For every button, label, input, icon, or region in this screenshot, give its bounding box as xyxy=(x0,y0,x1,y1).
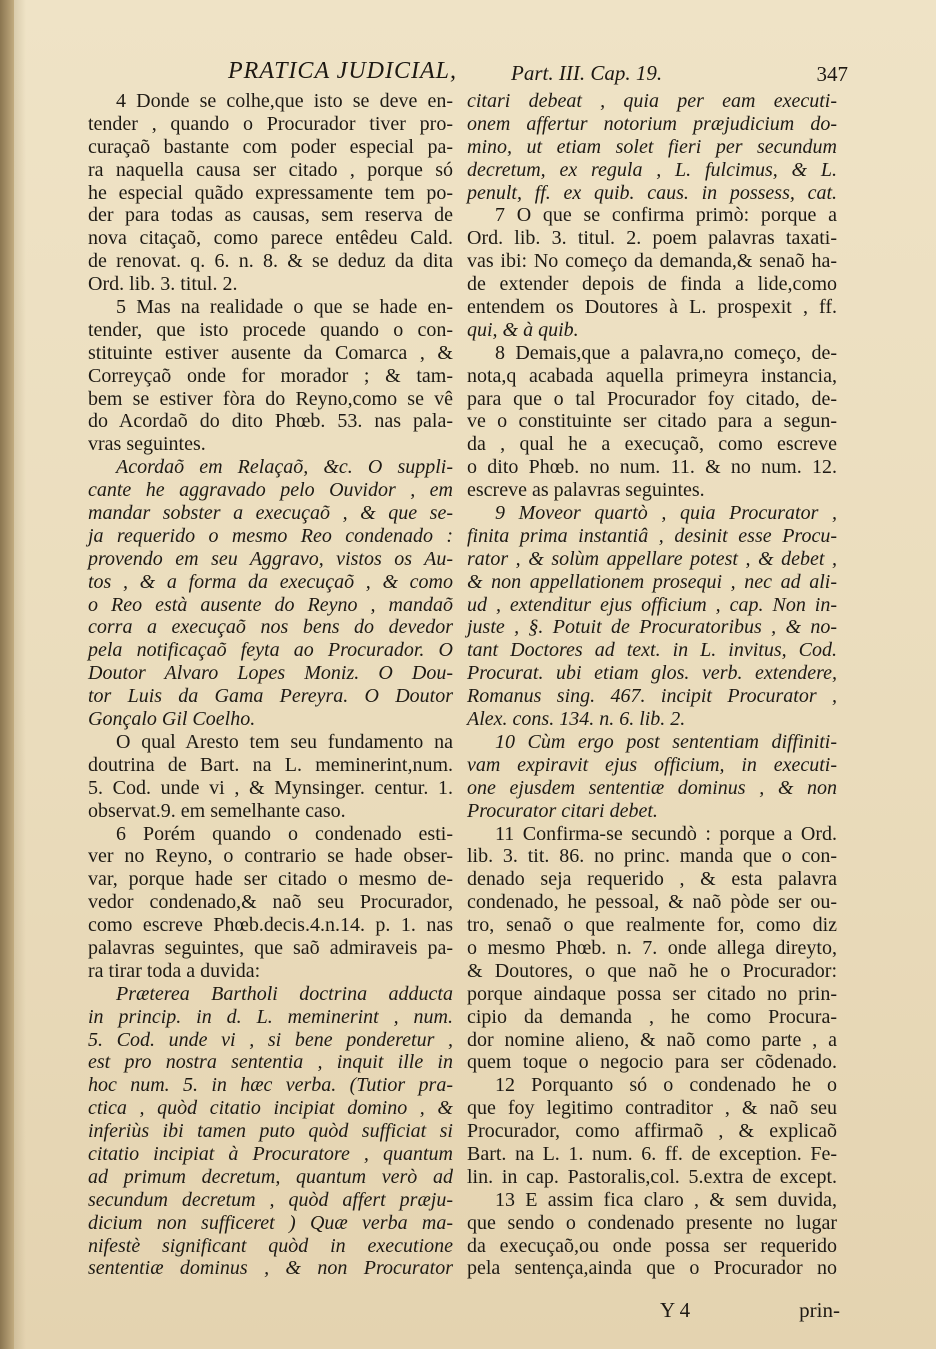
text-line: para que o tal Procurador foy citado, de- xyxy=(467,387,837,410)
page-header xyxy=(228,58,848,88)
text-line: O qual Aresto tem seu fundamento na xyxy=(116,730,453,753)
text-line: mandar sobster a execuçaõ , & que se- xyxy=(88,502,453,525)
text-line: ra naquella causa ser citado , porque só xyxy=(88,158,453,181)
text-line: Præterea Bartholi doctrina adducta xyxy=(116,982,453,1005)
text-line: dor nomine alieno, & naõ como parte , a xyxy=(467,1028,837,1051)
text-line: & non appellationem prosequi , nec ad ali- xyxy=(467,570,837,593)
text-line: doutrina de Bart. na L. meminerint,num. xyxy=(88,753,453,776)
text-line: 10 Cùm ergo post sententiam diffiniti- xyxy=(495,730,837,753)
text-line: var, porque hade ser citado o mesmo de- xyxy=(88,868,453,891)
text-line: do Acordaõ do dito Phœb. 53. nas pala- xyxy=(88,410,453,433)
right-text-column xyxy=(467,90,837,1280)
text-line: denado seja requerido , & esta palavra xyxy=(467,868,837,891)
text-line: entendem os Doutores à L. prospexit , ff. xyxy=(467,296,837,319)
text-line: ad primum decretum, quantum verò ad xyxy=(88,1165,453,1188)
text-line: o dito Phœb. no num. 11. & no num. 12. xyxy=(467,456,837,479)
text-line: vam expiravit ejus officium, in executi- xyxy=(467,753,837,776)
text-line: 4 Donde se colhe,que isto se deve en- xyxy=(116,90,453,112)
text-line: quem toque o negocio para ser cõdenado. xyxy=(467,1051,837,1074)
text-line: 13 E assim fica claro , & sem duvida, xyxy=(495,1188,837,1211)
text-line: est pro nostra sententia , inquit ille in xyxy=(88,1051,453,1074)
text-line: vras seguintes. xyxy=(88,433,206,456)
text-line: Correyçaõ onde for morador ; & tam- xyxy=(88,364,453,387)
page-gutter xyxy=(0,0,14,1349)
text-line: 5 Mas na realidade o que se hade en- xyxy=(116,296,453,319)
text-line: tant Doctores ad text. in L. invitus, Cod. xyxy=(467,639,837,662)
text-line: Procurat. ubi etiam glos. verb. extendere, xyxy=(467,662,837,685)
text-line: lib. 3. tit. 86. no princ. manda que o con- xyxy=(467,845,837,868)
text-line: 5. Cod. unde vi , & Mynsinger. centur. 1. xyxy=(88,776,453,799)
text-line: 5. Cod. unde vi , si bene ponderetur , xyxy=(88,1028,453,1051)
text-line: Bart. na L. 1. num. 6. ff. de exception. Fe- xyxy=(467,1142,837,1165)
left-text-column xyxy=(88,90,453,1280)
text-line: cipio da demanda , he como Procura- xyxy=(467,1005,837,1028)
text-line: vedor condenado,& naõ seu Procurador, xyxy=(88,891,453,914)
text-line: o mesmo Phœb. n. 7. onde allega direyto, xyxy=(467,936,837,959)
text-line: que foy legitimo contraditor , & naõ seu xyxy=(467,1097,837,1120)
text-line: Acordaõ em Relaçaõ, &c. O suppli- xyxy=(116,456,453,479)
text-line: ud , extenditur ejus officium , cap. Non in- xyxy=(467,593,837,616)
text-line: finita prima instantiâ , desinit esse Procu- xyxy=(467,524,837,547)
running-title: PRATICA JUDICIAL, xyxy=(228,58,457,84)
text-line: 11 Confirma-se secundò : porque a Ord. xyxy=(495,822,837,845)
text-line: 8 Demais,que a palavra,no começo, de- xyxy=(495,341,837,364)
page-footer xyxy=(660,1298,840,1328)
text-line: tor Luis da Gama Pereyra. O Doutor xyxy=(88,685,453,708)
text-line: nova citaçaõ, como parece entêdeu Cald. xyxy=(88,227,453,250)
text-line: he especial quãdo expressamente tem po- xyxy=(88,181,453,204)
text-line: juste , §. Potuit de Procuratoribus , & no- xyxy=(467,616,837,639)
text-line: ver no Reyno, o contrario se hade obser- xyxy=(88,845,453,868)
text-line: vas ibi: No começo da demanda,& senaõ ha- xyxy=(467,250,837,273)
text-line: der para todas as causas, sem reserva de xyxy=(88,204,453,227)
text-line: citatio incipiat à Procuratore , quantum xyxy=(88,1142,453,1165)
text-line: 9 Moveor quartò , quia Procurator , xyxy=(495,502,837,525)
text-line: o Reo està ausente do Reyno , mandaõ xyxy=(88,593,453,616)
text-line: palavras seguintes, que saõ admiraveis pa- xyxy=(88,936,453,959)
text-line: rator , & solùm appellare potest , & debet , xyxy=(467,547,837,570)
text-line: Procurador, como affirmaõ , & explicaõ xyxy=(467,1120,837,1143)
text-line: & Doutores, o que naõ he o Procurador: xyxy=(467,959,837,982)
text-line: Romanus sing. 467. incipit Procurator , xyxy=(467,685,837,708)
text-line: in princip. in d. L. meminerint , num. xyxy=(88,1005,453,1028)
text-line: bem se estiver fòra do Reyno,como se vê xyxy=(88,387,453,410)
text-line: onem affertur notorium præjudicium do- xyxy=(467,112,837,135)
text-line: ve o constituinte ser citado para a segun- xyxy=(467,410,837,433)
text-line: 7 O que se confirma primò: porque a xyxy=(495,204,837,227)
text-line: que sendo o condenado presente no lugar xyxy=(467,1211,837,1234)
text-line: inferiùs ibi tamen puto quòd sufficiat si xyxy=(88,1120,453,1143)
text-line: Doutor Alvaro Lopes Moniz. O Dou- xyxy=(88,662,453,685)
part-chapter-label: Part. III. Cap. 19. xyxy=(511,61,663,85)
text-line: mino, ut etiam solet fieri per secundum xyxy=(467,135,837,158)
text-line: secundum decretum , quòd affert præju- xyxy=(88,1188,453,1211)
page-number: 347 xyxy=(816,62,848,86)
text-line: Ord. lib. 3. titul. 2. xyxy=(88,273,238,296)
text-line: citari debeat , quia per eam executi- xyxy=(467,90,837,112)
text-line: pela sentença,ainda que o Procurador no xyxy=(467,1257,837,1280)
text-line: tender , quando o Procurador tiver pro- xyxy=(88,112,453,135)
text-line: observat.9. em semelhante caso. xyxy=(88,799,346,822)
text-line: de renovat. q. 6. n. 8. & se deduz da dita xyxy=(88,250,453,273)
text-line: penult, ff. ex quib. caus. in possess, cat. xyxy=(467,181,837,204)
text-line: decretum, ex regula , L. fulcimus, & L. xyxy=(467,158,837,181)
text-line: tender, que isto procede quando o con- xyxy=(88,318,453,341)
text-line: ra tirar toda a duvida: xyxy=(88,959,261,982)
text-line: stituinte estiver ausente da Comarca , & xyxy=(88,341,453,364)
text-line: corra a execuçaõ nos bens do devedor xyxy=(88,616,453,639)
text-line: nota,q acabada aquella primeyra instancia, xyxy=(467,364,837,387)
text-line: nifestè significant quòd in executione xyxy=(88,1234,453,1257)
text-line: da , qual he a execuçaõ, como escreve xyxy=(467,433,837,456)
text-line: de extender depois de finda a lide,como xyxy=(467,273,837,296)
text-line: escreve as palavras seguintes. xyxy=(467,479,705,502)
text-line: condenado, he pessoal, & naõ pòde ser ou- xyxy=(467,891,837,914)
text-line: qui, & à quib. xyxy=(467,318,579,341)
text-line: tro, senaõ o que realmente for, como diz xyxy=(467,914,837,937)
text-line: ctica , quòd citatio incipiat domino , & xyxy=(88,1097,453,1120)
text-line: Gonçalo Gil Coelho. xyxy=(88,708,256,731)
catchword: prin- xyxy=(799,1298,840,1322)
text-line: cante he aggravado pelo Ouvidor , em xyxy=(88,479,453,502)
text-line: 12 Porquanto só o condenado he o xyxy=(495,1074,837,1097)
text-line: lin. in cap. Pastoralis,col. 5.extra de except. xyxy=(467,1165,837,1188)
text-line: dicium non sufficeret ) Quæ verba ma- xyxy=(88,1211,453,1234)
text-line: 6 Porém quando o condenado esti- xyxy=(116,822,453,845)
text-line: curaçaõ bastante com poder especial pa- xyxy=(88,135,453,158)
text-line: hoc num. 5. in hæc verba. (Tutior pra- xyxy=(88,1074,453,1097)
text-line: Ord. lib. 3. titul. 2. poem palavras taxati- xyxy=(467,227,837,250)
text-line: provendo em seu Aggravo, vistos os Au- xyxy=(88,547,453,570)
text-line: one ejusdem sententiæ dominus , & non xyxy=(467,776,837,799)
text-line: pela notificaçaõ feyta ao Procurador. O xyxy=(88,639,453,662)
text-line: da execuçaõ,ou onde possa ser requerido xyxy=(467,1234,837,1257)
text-line: como escreve Phœb.decis.4.n.14. p. 1. nas xyxy=(88,914,453,937)
signature-mark: Y 4 xyxy=(660,1298,691,1322)
text-line: Alex. cons. 134. n. 6. lib. 2. xyxy=(467,708,686,731)
text-line: ja requerido o mesmo Reo condenado : xyxy=(88,524,453,547)
text-line: porque aindaque possa ser citado no prin- xyxy=(467,982,837,1005)
text-line: tos , & a forma da execuçaõ , & como xyxy=(88,570,453,593)
text-line: Procurator citari debet. xyxy=(467,799,658,822)
text-line: sententiæ dominus , & non Procurator xyxy=(88,1257,453,1280)
